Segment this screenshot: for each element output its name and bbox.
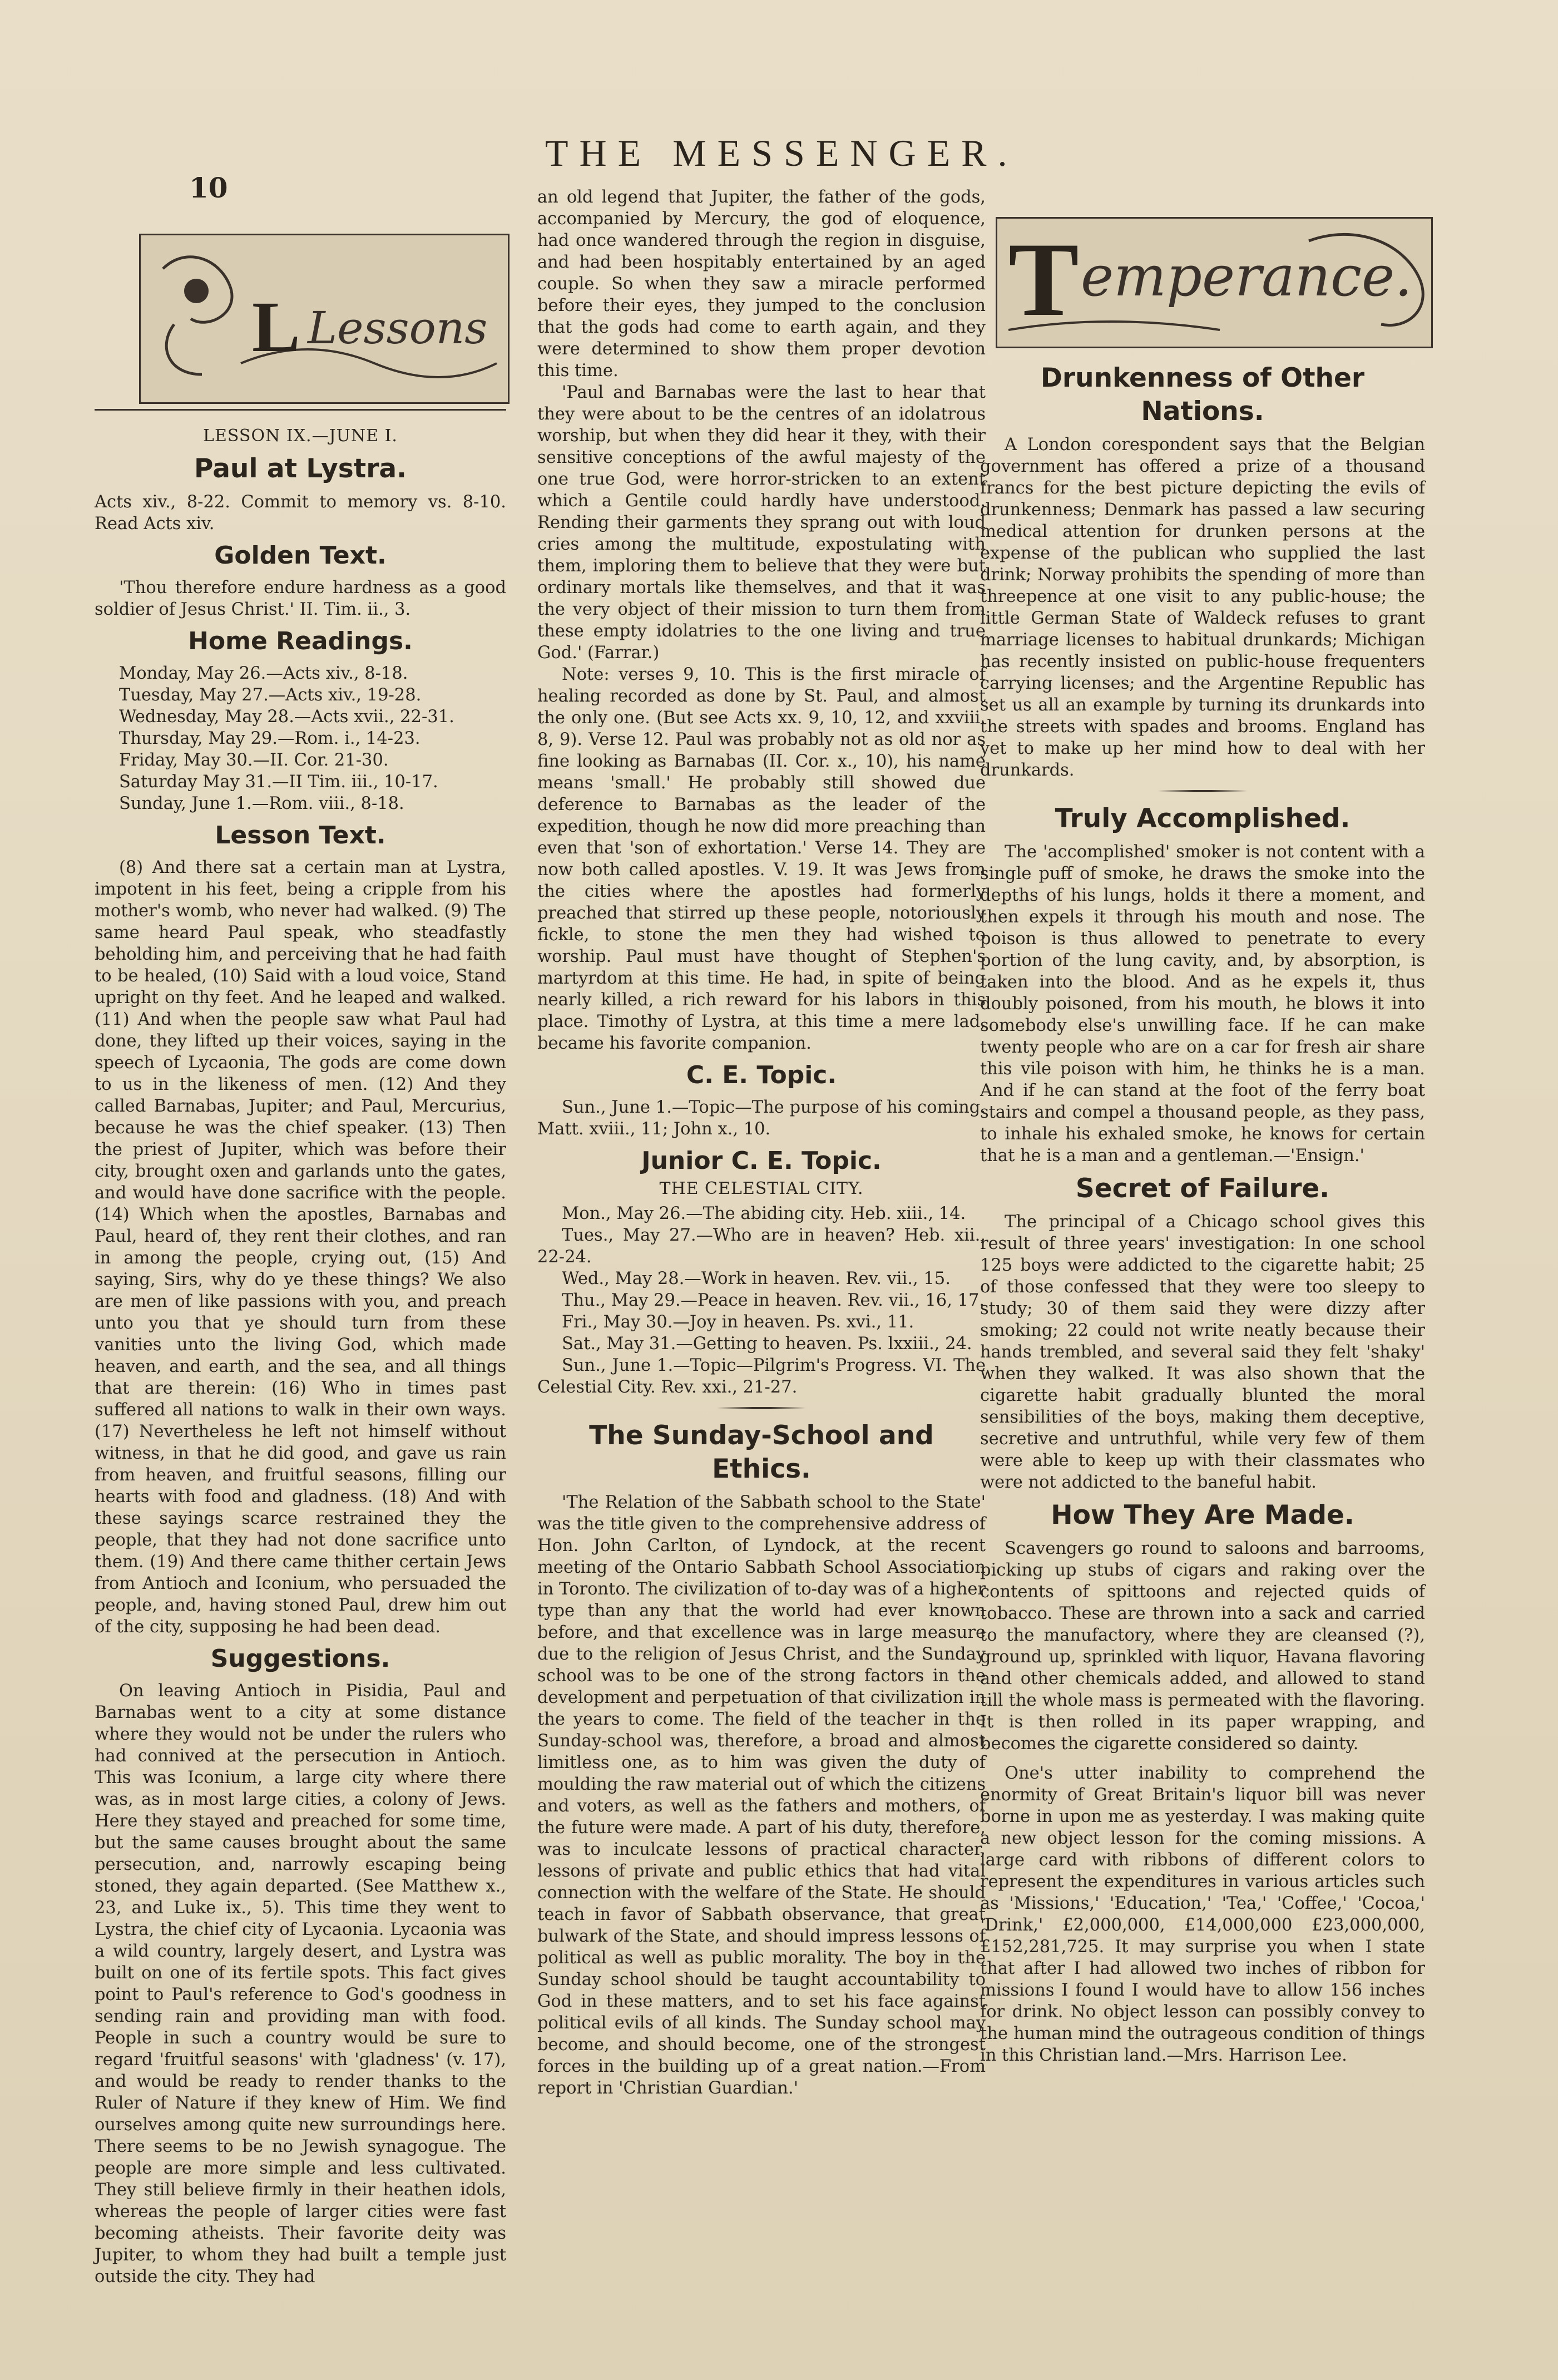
list-item: Sat., May 31.—Getting to heaven. Ps. lxxiii., 24. xyxy=(562,1334,972,1354)
temperance-script-title: emperance. xyxy=(1081,244,1412,309)
lesson-text: (8) And there sat a certain man at Lystra, impotent in his feet, being a cripple from his mother's womb, who never had walked. (9) The same heard Paul speak, who steadfastly beholding him, and perceiving that he had faith to be healed, (10) Said with a loud voice, Stand upright on thy feet. And he leaped and walked. (11) And when the people saw what Paul had done, they lifted up their voices, saying in the speech of Lycaonia, The gods are come down to us in the likeness of men. (12) And they called Barnabas, Jupiter; and Paul, Mercurius, because he was the chief speaker. (13) Then the priest of Jupiter, which was before their city, brought oxen and garlands unto the gates, and would have done sacrifice with the people. (14) Which when the apostles, Barnabas and Paul, heard of, they rent their clothes, and ran in among the people, crying out, (15) And saying, Sirs, why do ye these things? We also are men of like passions with you, and preach unto you that ye should turn from these vanities unto the living God, which made heaven, and earth, and the sea, and all things that are therein: (16) Who in times past suffered all nations to walk in their own ways. (17) Nevertheless he left not himself without witness, in that he did good, and gave us rain from heaven, and fruitful seasons, filling our hearts with food and gladness. (18) And with these sayings scarce restrained they the people, that they had not done sacrifice unto them. (19) And there came thither certain Jews from Antioch and Iconium, who persuaded the people, and, having stoned Paul, drew him out of the city, supposing he had been dead. xyxy=(95,858,506,1637)
how-they-are-made-heading: How They Are Made. xyxy=(1051,1500,1354,1530)
how-they-are-made-text: Scavengers go round to saloons and barrooms, picking up stubs of cigars and raking over the contents of spittoons and rejected quids of tobacco. These are thrown into a sack and carried to the manufactory, where they are cleansed (?), ground up, sprinkled with liquor, Havana flavoring and other chemicals added, and allowed to stand till the whole mass is permeated with the flavoring. It is then rolled in its paper wrapping, and becomes the cigarette considered so dainty. xyxy=(980,1539,1425,1754)
notes-paragraph: Note: verses 9, 10. This is the first miracle of healing recorded as done by St. Paul, and almost the only one. (But see Acts xx. 9, 10, 12, and xxviii. 8, 9). Verse 12. Paul was probably not as old nor as fine looking as Barnabas (II. Cor. x., 10), his name means 'small.' He probably still showed due deference to Barnabas as the leader of the expedition, though he now did more preaching than even that 'son of exhortation.' Verse 14. They are now both called apostles. V. 19. It was Jews from the cities where the apostles had formerly preached that stirred up these people, notoriously fickle, to stone the men they had wished to worship. Paul must have thought of Stephen's martyrdom at this time. He had, in spite of being nearly killed, a rich reward for his labors in this place. Timothy of Lystra, at this time a mere lad, became his favorite companion. xyxy=(537,665,986,1053)
drunkenness-heading: Drunkenness of Other Nations. xyxy=(1040,363,1365,427)
lesson-text-heading: Lesson Text. xyxy=(215,821,386,850)
list-item: Monday, May 26.—Acts xiv., 8-18. xyxy=(119,664,408,683)
legend-paragraph: an old legend that Jupiter, the father of the gods, accompanied by Mercury, the god of eloquence, had once wandered through the region in disguise, and had been hospitably entertained by an aged couple. So when they saw a miracle performed before their eyes, they jumped to the conclusion that the gods had come to earth again, and they were determined to show them proper devotion this time. xyxy=(537,187,986,381)
column-middle xyxy=(537,186,986,2099)
suggestions-text: On leaving Antioch in Pisidia, Paul and Barnabas went to a city at some distance where they would not be under the rulers who had connived at the persecution in Antioch. This was Iconium, a large city where there was, as in most large cities, a colony of Jews. Here they stayed and preached for some time, but the same causes brought about the same persecution, and, narrowly escaping being stoned, they again departed. (See Matthew x., 23, and Luke ix., 5). This time they went to Lystra, the chief city of Lycaonia. Lycaonia was a wild country, largely desert, and Lystra was built on one of its fertile spots. This fact gives point to Paul's reference to God's goodness in sending rain and providing man with food. People in such a country would be sure to regard 'fruitful seasons' with 'gladness' (v. 17), and would be ready to render thanks to the Ruler of Nature if they knew of Him. We find ourselves among quite new surroundings here. There seems to be no Jewish synagogue. The people are more simple and less cultivated. They still believe firmly in their heathen idols, whereas the people of larger cities were fast becoming atheists. Their favorite deity was Jupiter, to whom they had built a temple just outside the city. They had xyxy=(95,1681,506,2287)
golden-text-heading: Golden Text. xyxy=(214,541,387,570)
section-divider xyxy=(717,1407,806,1409)
masthead-title: THE MESSENGER. xyxy=(545,132,1018,174)
list-item: Sunday, June 1.—Rom. viii., 8-18. xyxy=(119,794,404,813)
list-item: Sun., June 1.—Topic—Pilgrim's Progress. VI. The Celestial City. Rev. xxi., 21-27. xyxy=(537,1356,986,1397)
liquor-bill-text: One's utter inability to comprehend the enormity of Great Britain's liquor bill was never borne in upon me as yesterday. I was making quite a new object lesson for the coming missions. A large card with ribbons of different colors to represent the expenditures in various articles such as 'Missions,' 'Education,' 'Tea,' 'Coffee,' 'Cocoa,' 'Drink,' £2,000,000, £14,000,000 £23,000,000, £152,281,725. It may surprise you when I state that after I had allowed two inches of ribbon for missions I found I would have to allow 156 inches for drink. No object lesson can possibly convey to the human mind the outrageous condition of things in this Christian land.—Mrs. Harrison Lee. xyxy=(980,1764,1425,2065)
ce-topic-heading: C. E. Topic. xyxy=(686,1061,837,1089)
list-item: Friday, May 30.—II. Cor. 21-30. xyxy=(119,750,389,770)
lesson-title: Paul at Lystra. xyxy=(194,453,407,484)
secret-of-failure-text: The principal of a Chicago school gives this result of three years' investigation: In one school 125 boys were addicted to the cigarette habit; 25 of those confessed that they were too sleepy to study; 30 of them said they were dizzy after smoking; 22 could not write neatly because their hands trembled, and several said they felt 'shaky' when they walked. It was also shown that the cigarette habit gradually blunted the moral sensibilities of the boys, making them deceptive, secretive and untruthful, while very few of them were able to keep up with their classmates who were not addicted to the baneful habit. xyxy=(980,1212,1425,1492)
list-item: Tues., May 27.—Who are in heaven? Heb. xii., 22-24. xyxy=(537,1226,986,1267)
section-divider xyxy=(1158,790,1247,792)
list-item: Wednesday, May 28.—Acts xvii., 22-31. xyxy=(119,707,454,727)
lesson-line: LESSON IX.—JUNE I. xyxy=(203,426,398,446)
sunday-school-heading: The Sunday-School and Ethics. xyxy=(589,1420,934,1484)
list-item: Thu., May 29.—Peace in heaven. Rev. vii., 16, 17. xyxy=(562,1291,985,1310)
truly-accomplished-text: The 'accomplished' smoker is not content with a single puff of smoke, he draws the smoke into the depths of his lungs, holds it there a moment, and then expels it through his mouth and nose. The poison is thus allowed to penetrate to every portion of the lung cavity, and, by absorption, is taken into the blood. And as he expels it, thus doubly poisoned, from his mouth, he blows it into somebody else's unwilling face. If he can make twenty people who are on a car for fresh air share this vile poison with him, he thinks he is a man. And if he can stand at the foot of the ferry boat stairs and compel a thousand people, as they pass, to inhale his exhaled smoke, he knows for certain that he is a man and a gentleman.—'Ensign.' xyxy=(980,842,1425,1166)
lessons-script-title: Lessons xyxy=(308,302,488,354)
suggestions-heading: Suggestions. xyxy=(210,1645,390,1673)
lessons-initial: L xyxy=(252,287,300,367)
list-item: Fri., May 30.—Joy in heaven. Ps. xvi., 11. xyxy=(562,1312,914,1332)
temperance-banner xyxy=(996,217,1433,348)
temperance-initial: T xyxy=(1008,221,1079,338)
farrar-quote: 'Paul and Barnabas were the last to hear that they were about to be the centres of an idolatrous worship, but when they did hear it they, with their sensitive conceptions of the awful majesty of the one true God, were horror-stricken to an extent which a Gentile could hardly have understood. Rending their garments they sprang out with loud cries among the multitude, expostulating with them, imploring them to believe that they were but ordinary mortals like themselves, and that it was the very object of their mission to turn them from these empty idolatries to the one living and true God.' (Farrar.) xyxy=(537,383,986,663)
home-readings-list xyxy=(95,663,506,814)
junior-ce-subtitle: THE CELESTIAL CITY. xyxy=(659,1179,864,1198)
list-item: Mon., May 26.—The abiding city. Heb. xiii., 14. xyxy=(562,1204,966,1223)
commit-line: Acts xiv., 8-22. Commit to memory vs. 8-10. Read Acts xiv. xyxy=(95,492,506,534)
ce-topic-text: Sun., June 1.—Topic—The purpose of his coming. Matt. xviii., 11; John x., 10. xyxy=(537,1098,986,1139)
list-item: Tuesday, May 27.—Acts xiv., 19-28. xyxy=(119,685,422,705)
column-left xyxy=(95,409,506,2288)
truly-accomplished-heading: Truly Accomplished. xyxy=(1055,803,1351,834)
junior-ce-list xyxy=(537,1203,986,1398)
lessons-banner xyxy=(139,234,510,404)
page-number: 10 xyxy=(189,171,228,204)
sunday-school-text: 'The Relation of the Sabbath school to the State' was the title given to the comprehensive address of Hon. John Carlton, of Lyndock, at the recent meeting of the Ontario Sabbath School Association in Toronto. The civilization of to-day was of a higher type than any that the world had ever known before, and that excellence was in large measure due to the religion of Jesus Christ, and the Sunday school was to be one of the strong factors in the development and perpetuation of that civilization in the years to come. The field of the teacher in the Sunday-school was, therefore, a broad and almost limitless one, as to him was given the duty of moulding the raw material out of which the citizens and voters, as well as the fathers and mothers, of the future were made. A part of his duty, therefore, was to inculcate lessons of practical character, lessons of private and public ethics that had vital connection with the welfare of the State. He should teach in favor of Sabbath observance, that great bulwark of the State, and should impress lessons of political as well as public morality. The boy in the Sunday school should be taught accountability to God in these matters, and to set his face against political evils of all kinds. The Sunday school may become, and should become, one of the strongest forces in the building up of a great nation.—From report in 'Christian Guardian.' xyxy=(537,1493,986,2098)
column-right xyxy=(980,356,1425,2066)
list-item: Saturday May 31.—II Tim. iii., 10-17. xyxy=(119,772,438,792)
golden-text: 'Thou therefore endure hardness as a good soldier of Jesus Christ.' II. Tim. ii., 3. xyxy=(95,578,506,619)
drunkenness-text: A London corespondent says that the Belgian government has offered a prize of a thousand francs for the best picture depicting the evils of drunkenness; Denmark has passed a law securing medical attention for drunken persons at the expense of the publican who supplied the last drink; Norway prohibits the spending of more than threepence at one visit to any public-house; the little German State of Waldeck refuses to grant marriage licenses to habitual drunkards; Michigan has recently insisted on public-house frequenters carrying licenses; and the Argentine Republic has set us all an example by turning its drunkards into the streets with spades and brooms. England has yet to make up her mind how to deal with her drunkards. xyxy=(980,435,1425,780)
secret-of-failure-heading: Secret of Failure. xyxy=(1075,1173,1330,1204)
column-rule xyxy=(95,409,506,411)
list-item: Thursday, May 29.—Rom. i., 14-23. xyxy=(119,729,421,748)
list-item: Wed., May 28.—Work in heaven. Rev. vii., 15. xyxy=(562,1269,951,1288)
junior-ce-heading: Junior C. E. Topic. xyxy=(641,1147,882,1175)
home-readings-heading: Home Readings. xyxy=(188,627,413,655)
